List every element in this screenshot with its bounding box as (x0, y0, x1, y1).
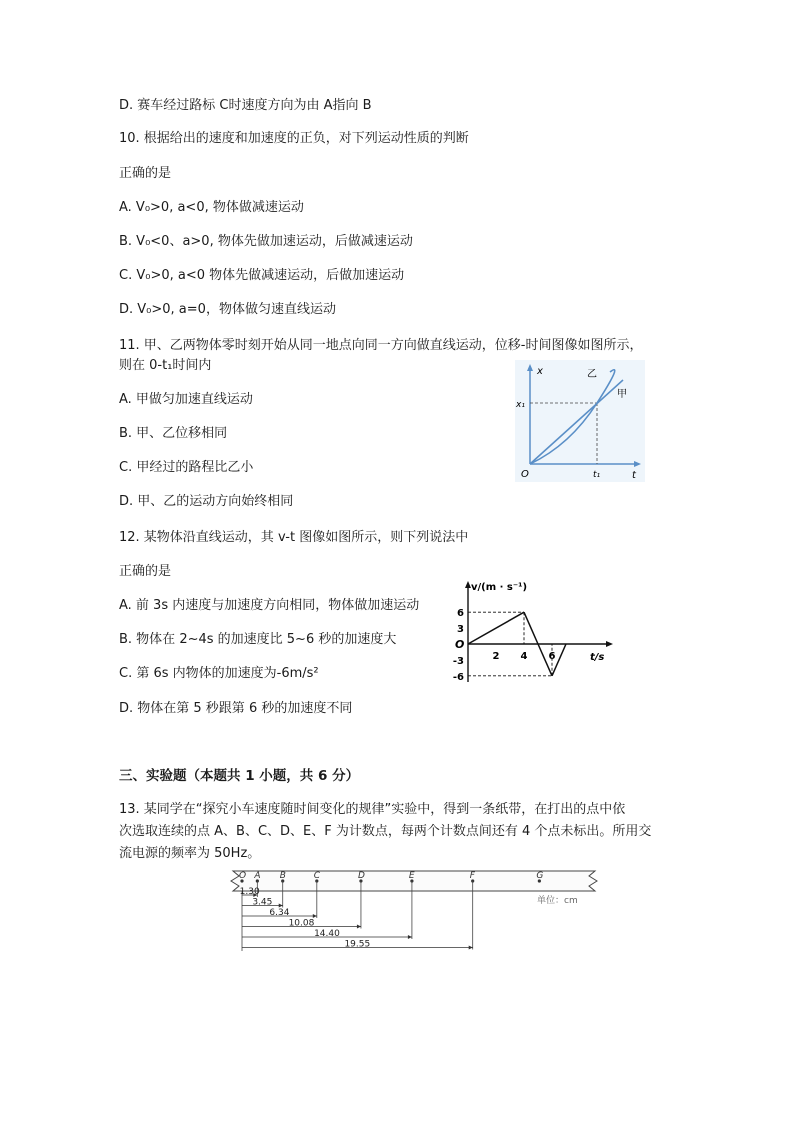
q13-stem-line2: 次选取连续的点 A、B、C、D、E、F 为计数点，每两个计数点间还有 4 个点未标出。所用交 (119, 824, 652, 839)
vt-ytick-label: -3 (452, 655, 464, 667)
vt-ytick-label: -6 (452, 671, 464, 683)
vt-xtick-label: 2 (492, 651, 500, 662)
q12-option-a: A. 前 3s 内速度与加速度方向相同，物体做加速运动 (119, 598, 420, 613)
vt-segment (468, 612, 524, 644)
tape-unit: 单位：cm (537, 896, 578, 906)
yi-label: 乙 (587, 369, 597, 380)
jia-label: 甲 (617, 389, 627, 400)
q10-stem-line2: 正确的是 (119, 166, 172, 181)
t-axis-label: t (632, 470, 636, 481)
tape-dim-label: 10.08 (288, 918, 315, 929)
tape-point-label: O (239, 871, 247, 881)
q11-option-c: C. 甲经过的路程比乙小 (119, 460, 254, 475)
tape-dim-label: 3.45 (252, 897, 273, 908)
tape-dim-label: 1.30 (239, 887, 260, 897)
q11-stem-line1: 11. 甲、乙两物体零时刻开始从同一地点向同一方向做直线运动，位移-时间图像如图所示， (119, 338, 643, 353)
tape-dim-label: 6.34 (269, 908, 290, 918)
tape-point-label: A (254, 871, 261, 881)
tape-point-label: F (469, 871, 475, 881)
tape-point-label: E (408, 871, 415, 881)
q12-stem-line2: 正确的是 (119, 564, 172, 579)
vt-origin: O (455, 638, 465, 651)
q11-option-d: D. 甲、乙的运动方向始终相同 (119, 494, 294, 509)
x1-label: x₁ (516, 400, 525, 410)
vt-ytick-label: 6 (457, 608, 464, 620)
vt-segment (524, 612, 538, 644)
tape-dim-arrow (313, 914, 317, 918)
q10-option-d: D. V₀>0, a=0，物体做匀速直线运动 (119, 302, 336, 317)
q10-option-b: B. V₀<0、a>0, 物体先做加速运动，后做减速运动 (119, 234, 413, 249)
tape-dim-arrow (357, 925, 361, 929)
section3-title: 三、实验题（本题共 1 小题，共 6 分） (119, 768, 360, 784)
paper-tape-figure (225, 863, 605, 955)
tape-dim-arrow (408, 935, 412, 939)
q10-stem-line1: 10. 根据给出的速度和加速度的正负，对下列运动性质的判断 (119, 131, 469, 146)
vt-ytick-label: 3 (457, 624, 464, 636)
t1-label: t₁ (593, 470, 601, 480)
tape-dim-arrow (279, 904, 283, 908)
q10-option-a: A. V₀>0, a<0, 物体做减速运动 (119, 200, 304, 215)
vt-xlabel: t/s (590, 652, 605, 663)
q12-vt-graph (440, 578, 620, 688)
tape-point-label: B (279, 871, 286, 881)
vt-xtick-label: 6 (548, 651, 556, 662)
q9-option-d: D. 赛车经过路标 C时速度方向为由 A指向 B (119, 98, 372, 113)
q11-option-b: B. 甲、乙位移相同 (119, 426, 228, 441)
vt-ylabel: v/(m · s⁻¹) (471, 582, 528, 593)
q12-stem-line1: 12. 某物体沿直线运动，其 v-t 图像如图所示，则下列说法中 (119, 530, 469, 545)
q11-stem-line2: 则在 0-t₁时间内 (119, 358, 212, 373)
tape-dim-label: 14.40 (314, 929, 340, 939)
q12-option-c: C. 第 6s 内物体的加速度为-6m/s² (119, 666, 319, 681)
q13-stem-line3: 流电源的频率为 50Hz。 (119, 846, 261, 861)
tape-point-label: C (313, 871, 321, 881)
q13-stem-line1: 13. 某同学在“探究小车速度随时间变化的规律”实验中，得到一条纸带，在打出的点中依 (119, 802, 626, 817)
tape-point-label: D (357, 871, 365, 881)
q11-xt-graph (515, 360, 645, 482)
q12-option-b: B. 物体在 2~4s 的加速度比 5~6 秒的加速度大 (119, 632, 397, 647)
tape-dim-label: 19.55 (344, 939, 371, 950)
tape-dim-arrow (469, 946, 473, 950)
tape-point-label: G (536, 871, 544, 881)
vt-t-axis-arrow (606, 641, 613, 647)
x-axis-label: x (537, 366, 543, 377)
q11-option-a: A. 甲做匀加速直线运动 (119, 392, 253, 407)
q12-option-d: D. 物体在第 5 秒跟第 6 秒的加速度不同 (119, 701, 353, 716)
vt-xtick-label: 4 (520, 651, 528, 662)
q10-option-c: C. V₀>0, a<0 物体先做减速运动，后做加速运动 (119, 268, 405, 283)
origin-label: O (521, 469, 529, 480)
